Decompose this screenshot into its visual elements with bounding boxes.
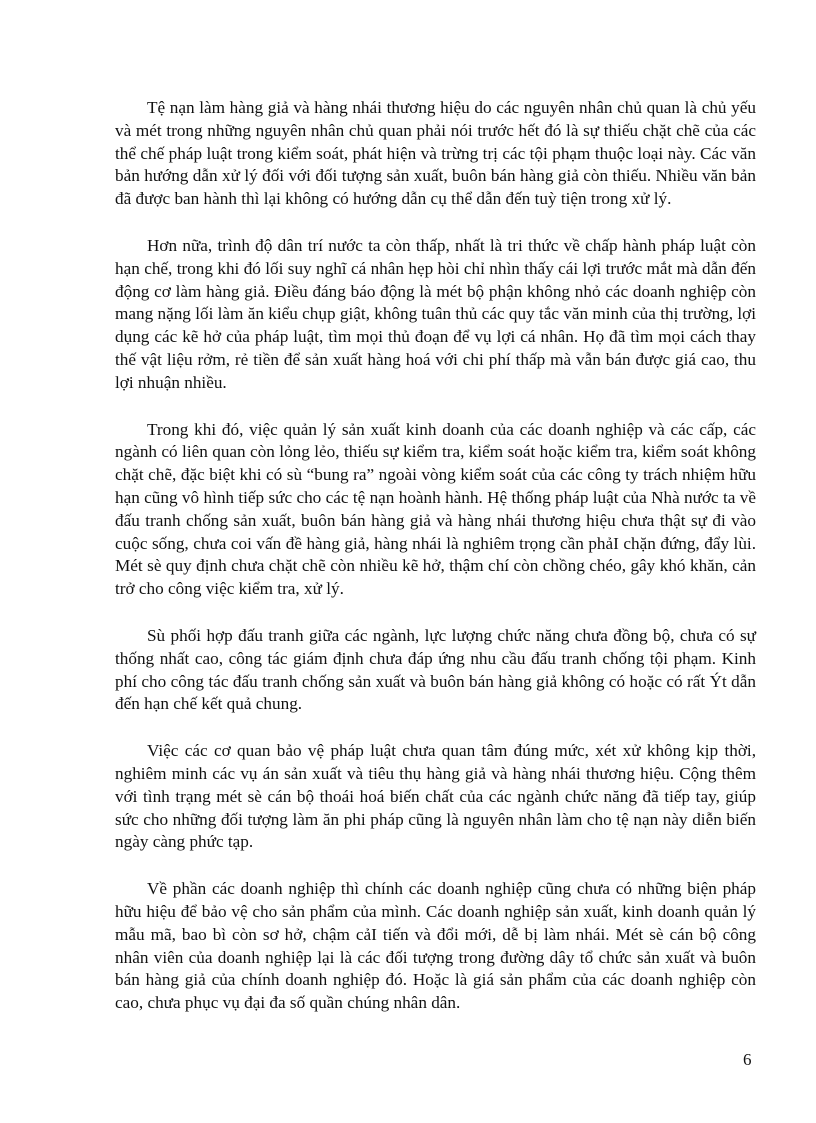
paragraph-6: Về phần các doanh nghiệp thì chính các doanh nghiệp cũng chưa có những biện pháp hữu hiệu để bảo vệ cho sản phẩm của mình. Các doanh nghiệp sản xuất, kinh doanh quản lý mẫu mã, bao bì còn sơ hở, chậm cảI tiến và đổi mới, dễ bị làm nhái. Mét sè cán bộ công nhân viên của doanh nghiệp lại là các đối tượng trong đường dây tổ chức sản xuất và buôn bán hàng giả của chính doanh nghiệp đó. Hoặc là giá sản phẩm của các doanh nghiệp còn cao, chưa phục vụ đại đa số quần chúng nhân dân. [115, 879, 756, 1013]
document-page [115, 97, 756, 1039]
paragraph-2: Hơn nữa, trình độ dân trí nước ta còn thấp, nhất là tri thức về chấp hành pháp luật còn hạn chế, trong khi đó lối suy nghĩ cá nhân hẹp hòi chỉ nhìn thấy cái lợi trước mắt mà dẫn đến động cơ làm hàng giả. Điều đáng báo động là mét bộ phận không nhỏ các doanh nghiệp còn mang nặng lối làm ăn kiểu chụp giật, không tuân thủ các quy tắc văn minh của thị trường, lợi dụng các kẽ hở của pháp luật, tìm mọi thủ đoạn để vụ lợi cá nhân. Họ đã tìm mọi cách thay thế vật liệu rởm, rẻ tiền để sản xuất hàng hoá với chi phí thấp mà vẫn bán được giá cao, thu lợi nhuận nhiều. [115, 235, 756, 392]
paragraph-4: Sù phối hợp đấu tranh giữa các ngành, lực lượng chức năng chưa đồng bộ, chưa có sự thống nhất cao, công tác giám định chưa đáp ứng nhu cầu đấu tranh chống tội phạm. Kinh phí cho công tác đấu tranh chống sản xuất và buôn bán hàng giả không có hoặc có rất Ýt dẫn đến hạn chế kết quả chung. [115, 625, 756, 714]
paragraph-5: Việc các cơ quan bảo vệ pháp luật chưa quan tâm đúng mức, xét xử không kịp thời, nghiêm minh các vụ án sản xuất và tiêu thụ hàng giả và hàng nhái thương hiệu. Cộng thêm với tình trạng mét sè cán bộ thoái hoá biến chất của các ngành chức năng đã tiếp tay, giúp sức cho những đối tượng làm ăn phi pháp cũng là nguyên nhân làm cho tệ nạn này diễn biến ngày càng phức tạp. [115, 741, 756, 852]
page-number: 6 [743, 1050, 752, 1069]
paragraph-1: Tệ nạn làm hàng giả và hàng nhái thương hiệu do các nguyên nhân chủ quan là chủ yếu và mét trong những nguyên nhân chủ quan phải nói trước hết đó là sự thiếu chặt chẽ của các thể chế pháp luật trong kiểm soát, phát hiện và trừng trị các tội phạm thuộc loại này. Các văn bản hướng dẫn xử lý đối với đối tượng sản xuất, buôn bán hàng giả còn thiếu. Nhiều văn bản đã được ban hành thì lại không có hướng dẫn cụ thể dẫn đến tuỳ tiện trong xử lý. [115, 98, 756, 209]
paragraph-3: Trong khi đó, việc quản lý sản xuất kinh doanh của các doanh nghiệp và các cấp, các ngành có liên quan còn lỏng lẻo, thiếu sự kiểm tra, kiểm soát hoặc kiểm tra, kiểm soát không chặt chẽ, đặc biệt khi có sù “bung ra” ngoài vòng kiểm soát của các công ty trách nhiệm hữu hạn cũng vô hình tiếp sức cho các tệ nạn hoành hành. Hệ thống pháp luật của Nhà nước ta về đấu tranh chống sản xuất, buôn bán hàng giả và hàng nhái thương hiệu chưa thật sự đi vào cuộc sống, chưa coi vấn đề hàng giả, hàng nhái là nghiêm trọng cần phảI chặn đứng, đẩy lùi. Mét sè quy định chưa chặt chẽ còn nhiều kẽ hở, thậm chí còn chồng chéo, gây khó khăn, cản trở cho công việc kiểm tra, xử lý. [115, 419, 756, 599]
